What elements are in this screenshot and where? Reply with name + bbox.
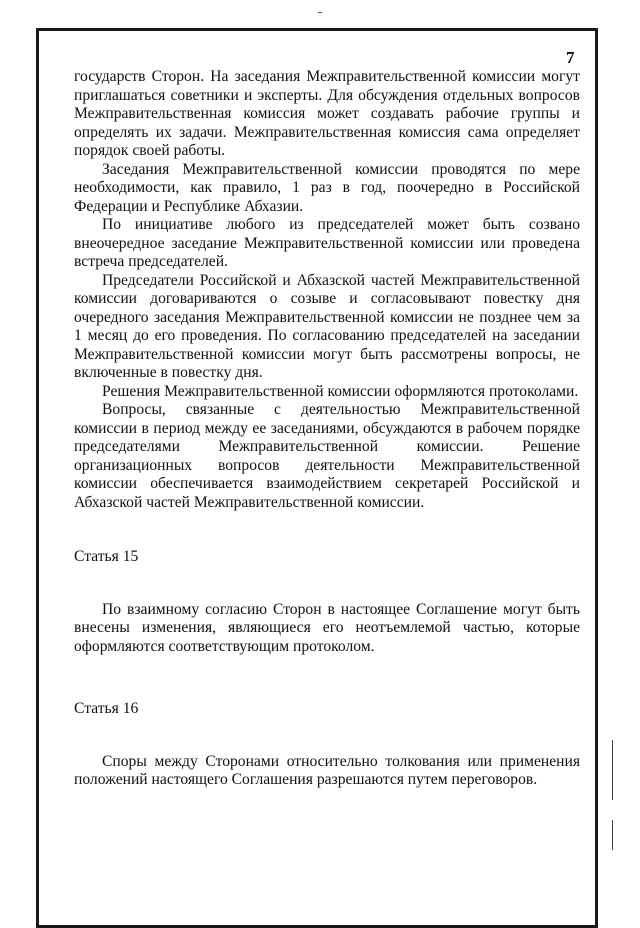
- scan-side-mark: [612, 740, 613, 800]
- paragraph: Вопросы, связанные с деятельностью Межправительственной комиссии в период между ее заседаниями, обсуждаются в рабочем порядке председателями Межправительственной комиссии. Решение организационных вопросов деятельности Межправительственной комиссии обеспечивается взаимодействием секретарей Российской и Абхазской частей Межправительственной комиссии.: [74, 401, 580, 511]
- scan-side-mark: [612, 820, 613, 850]
- article-heading: Статья 15: [74, 548, 139, 565]
- paragraph: Председатели Российской и Абхазской частей Межправительственной комиссии договариваются о созыве и согласовывают повестку дня очередного заседания Межправительственной комиссии не позднее чем за 1 месяц до его проведения. По согласованию председателей на заседании Межправительственной комиссии могут быть рассмотрены вопросы, не включенные в повестку дня.: [74, 271, 580, 381]
- article-heading: Статья 16: [74, 700, 139, 717]
- paragraph: государств Сторон. На заседания Межправительственной комиссии могут приглашаться советники и эксперты. Для обсуждения отдельных вопросов Межправительственная комиссия может создавать рабочие группы и определять их задачи. Межправительственная комиссия сама определяет порядок своей работы.: [74, 68, 580, 159]
- scan-mark: [318, 12, 322, 13]
- document-body: [74, 68, 580, 790]
- page-number: 7: [566, 48, 575, 67]
- paragraph: Решения Межправительственной комиссии оформляются протоколами.: [102, 382, 579, 400]
- paragraph: По взаимному согласию Сторон в настоящее Соглашение могут быть внесены изменения, являющиеся его неотъемлемой частью, которые оформляются соответствующим протоколом.: [74, 600, 580, 655]
- paragraph: Споры между Сторонами относительно толкования или применения положений настоящего Соглашения разрешаются путем переговоров.: [74, 752, 580, 788]
- paragraph: Заседания Межправительственной комиссии проводятся по мере необходимости, как правило, 1 раз в год, поочередно в Российской Федерации и Республике Абхазии.: [74, 160, 580, 215]
- paragraph: По инициативе любого из председателей может быть созвано внеочередное заседание Межправительственной комиссии или проведена встреча председателей.: [74, 216, 580, 270]
